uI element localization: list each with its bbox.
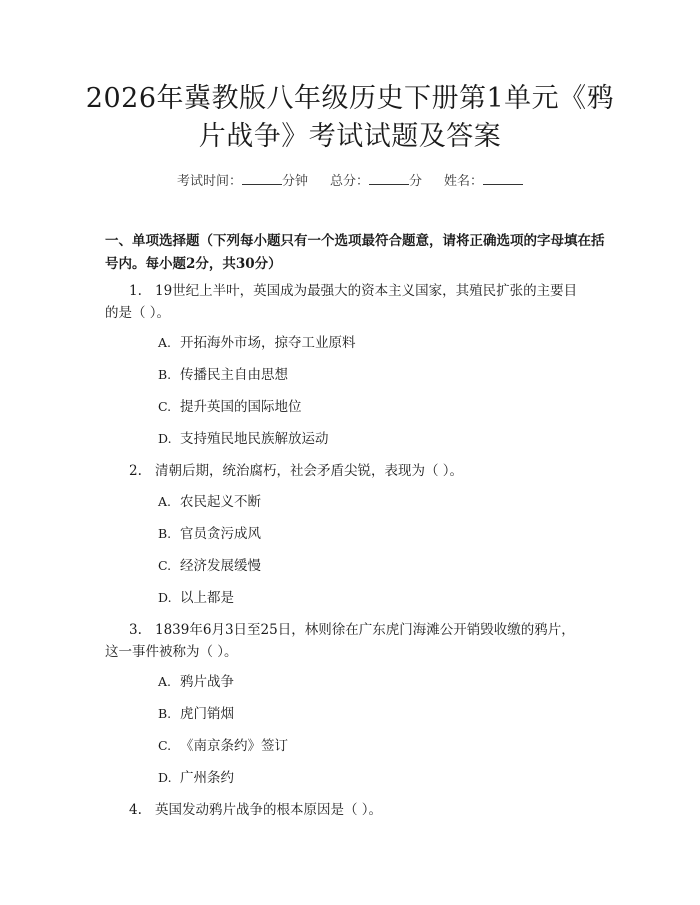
question-1-option-d [158, 429, 329, 449]
question-text-line-1: 英国发动鸦片战争的根本原因是（ ）。 [155, 802, 383, 818]
option-text: 支持殖民地民族解放运动 [180, 431, 329, 447]
question-3-option-b [158, 704, 234, 724]
option-text: 经济发展缓慢 [180, 558, 261, 574]
page-title [60, 80, 640, 156]
option-letter: D. [158, 770, 172, 785]
question-2-option-a [158, 492, 261, 512]
option-letter: B. [158, 526, 172, 541]
option-text: 《南京条约》签订 [180, 738, 288, 754]
option-letter: B. [158, 706, 172, 721]
question-number: 1. [129, 283, 142, 299]
option-text: 农民起义不断 [180, 494, 261, 510]
option-text: 鸦片战争 [180, 674, 234, 690]
option-letter: D. [158, 431, 172, 446]
question-3-option-a [158, 672, 234, 692]
name-label: 姓名： [444, 174, 484, 189]
time-label: 考试时间： [176, 174, 242, 189]
section-heading: 一、单项选择题（下列每小题只有一个选项最符合题意，请将正确选项的字母填在括号内。每小题2分，共30分） [105, 233, 605, 272]
option-letter: C. [158, 738, 172, 753]
option-text: 官员贪污成风 [180, 526, 261, 542]
question-2-option-d [158, 588, 234, 608]
option-letter: A. [158, 674, 172, 689]
question-3-option-c [158, 736, 288, 756]
question-text-line-1: 19世纪上半叶，英国成为最强大的资本主义国家，其殖民扩张的主要目 [155, 283, 578, 299]
name-blank [483, 172, 523, 185]
title-line-2: 片战争》考试试题及答案 [198, 121, 502, 152]
option-text: 广州条约 [180, 770, 234, 786]
question-3 [105, 619, 600, 663]
option-text: 以上都是 [180, 590, 234, 606]
option-text: 提升英国的国际地位 [180, 399, 302, 415]
question-1-option-a [158, 333, 356, 353]
question-4 [105, 799, 600, 821]
title-line-1: 2026年冀教版八年级历史下册第1单元《鸦 [85, 83, 615, 114]
question-1-option-b [158, 365, 288, 385]
score-label: 总分： [329, 174, 369, 189]
question-number: 3. [129, 622, 142, 638]
option-letter: A. [158, 494, 172, 509]
question-1-option-c [158, 397, 302, 417]
question-3-option-d [158, 768, 234, 788]
option-text: 虎门销烟 [180, 706, 234, 722]
question-number: 4. [129, 802, 142, 818]
option-letter: A. [158, 335, 172, 350]
question-number: 2. [129, 463, 142, 479]
exam-meta-line [0, 170, 700, 189]
question-text-line-2: 的是（ ）。 [105, 305, 171, 321]
score-unit: 分 [409, 174, 423, 189]
option-letter: C. [158, 558, 172, 573]
question-text-line-2: 这一事件被称为（ ）。 [105, 644, 238, 660]
question-2-option-c [158, 556, 261, 576]
question-2 [105, 460, 600, 482]
option-text: 传播民主自由思想 [180, 367, 288, 383]
question-text-line-1: 清朝后期，统治腐朽，社会矛盾尖锐，表现为（ ）。 [155, 463, 464, 479]
time-blank [242, 172, 282, 185]
option-text: 开拓海外市场，掠夺工业原料 [180, 335, 356, 351]
time-unit: 分钟 [281, 174, 308, 189]
option-letter: D. [158, 590, 172, 605]
question-2-option-b [158, 524, 261, 544]
question-1 [105, 280, 600, 324]
score-blank [369, 172, 409, 185]
option-letter: B. [158, 367, 172, 382]
option-letter: C. [158, 399, 172, 414]
question-text-line-1: 1839年6月3日至25日，林则徐在广东虎门海滩公开销毁收缴的鸦片， [155, 622, 575, 638]
